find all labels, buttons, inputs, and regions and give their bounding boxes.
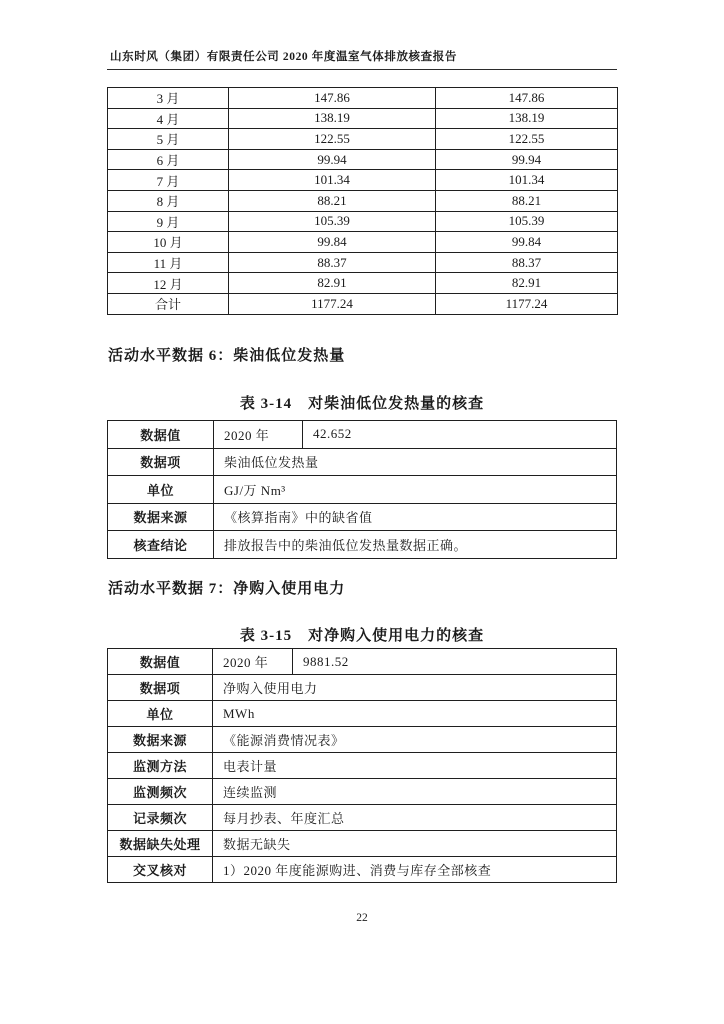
data-value-cell: 42.652 <box>303 421 617 449</box>
table-row <box>108 857 617 883</box>
header-title: 山东时风（集团）有限责任公司 2020 年度温室气体排放核查报告 <box>110 51 457 63</box>
field-value: GJ/万 Nm³ <box>214 476 617 504</box>
table-row <box>108 170 618 191</box>
month-cell: 11 月 <box>108 252 229 273</box>
verified-value-cell: 88.21 <box>436 190 618 211</box>
table-row <box>108 252 618 273</box>
table-row <box>108 831 617 857</box>
table-row <box>108 503 617 531</box>
reported-total-cell: 1177.24 <box>229 293 436 314</box>
page-number: 22 <box>356 912 368 924</box>
reported-value-cell: 99.94 <box>229 149 436 170</box>
table-row <box>108 108 618 129</box>
verified-value-cell: 82.91 <box>436 273 618 294</box>
month-cell: 12 月 <box>108 273 229 294</box>
reported-value-cell: 82.91 <box>229 273 436 294</box>
field-label: 单位 <box>108 476 214 504</box>
field-label: 单位 <box>108 701 213 727</box>
table-row <box>108 805 617 831</box>
field-value: 排放报告中的柴油低位发热量数据正确。 <box>214 531 617 559</box>
table-row <box>108 531 617 559</box>
month-cell: 6 月 <box>108 149 229 170</box>
table-row-total <box>108 293 618 314</box>
month-cell: 8 月 <box>108 190 229 211</box>
table-row <box>108 701 617 727</box>
table-row <box>108 649 617 675</box>
field-label: 数据值 <box>108 649 213 675</box>
table-row <box>108 421 617 449</box>
section-heading-activity-data-7: 活动水平数据 7：净购入使用电力 <box>108 581 346 597</box>
verified-total-cell: 1177.24 <box>436 293 618 314</box>
month-cell: 3 月 <box>108 88 229 109</box>
data-value-cell: 9881.52 <box>293 649 617 675</box>
field-value: 每月抄表、年度汇总 <box>213 805 617 831</box>
reported-value-cell: 122.55 <box>229 129 436 150</box>
field-label: 数据来源 <box>108 503 214 531</box>
year-cell: 2020 年 <box>214 421 303 449</box>
table-row <box>108 779 617 805</box>
verified-value-cell: 122.55 <box>436 129 618 150</box>
field-value: 电表计量 <box>213 753 617 779</box>
reported-value-cell: 147.86 <box>229 88 436 109</box>
reported-value-cell: 88.37 <box>229 252 436 273</box>
total-label-cell: 合计 <box>108 293 229 314</box>
table-row <box>108 88 618 109</box>
month-cell: 4 月 <box>108 108 229 129</box>
table-row <box>108 448 617 476</box>
month-cell: 5 月 <box>108 129 229 150</box>
field-label: 数据来源 <box>108 727 213 753</box>
field-value: 净购入使用电力 <box>213 675 617 701</box>
table-row <box>108 190 618 211</box>
month-cell: 7 月 <box>108 170 229 191</box>
table-row <box>108 273 618 294</box>
field-value: 1）2020 年度能源购进、消费与库存全部核查 <box>213 857 617 883</box>
verification-table-3-14 <box>107 420 617 559</box>
field-value: 柴油低位发热量 <box>214 448 617 476</box>
field-label: 数据项 <box>108 448 214 476</box>
field-label: 数据项 <box>108 675 213 701</box>
field-value: MWh <box>213 701 617 727</box>
field-value: 数据无缺失 <box>213 831 617 857</box>
reported-value-cell: 101.34 <box>229 170 436 191</box>
field-value: 《能源消费情况表》 <box>213 727 617 753</box>
table-caption-3-15: 表 3-15 对净购入使用电力的核查 <box>239 628 485 644</box>
table-row <box>108 476 617 504</box>
table-row <box>108 753 617 779</box>
verified-value-cell: 99.84 <box>436 232 618 253</box>
table-row <box>108 675 617 701</box>
field-value: 连续监测 <box>213 779 617 805</box>
reported-value-cell: 88.21 <box>229 190 436 211</box>
table-row <box>108 129 618 150</box>
month-cell: 10 月 <box>108 232 229 253</box>
verified-value-cell: 99.94 <box>436 149 618 170</box>
field-label: 监测方法 <box>108 753 213 779</box>
verified-value-cell: 147.86 <box>436 88 618 109</box>
year-cell: 2020 年 <box>213 649 293 675</box>
table-row <box>108 211 618 232</box>
monthly-data-table <box>107 87 618 315</box>
reported-value-cell: 105.39 <box>229 211 436 232</box>
field-label: 数据缺失处理 <box>108 831 213 857</box>
section-heading-activity-data-6: 活动水平数据 6：柴油低位发热量 <box>108 348 346 364</box>
verified-value-cell: 101.34 <box>436 170 618 191</box>
verification-table-3-15 <box>107 648 617 883</box>
field-label: 交叉核对 <box>108 857 213 883</box>
page-header <box>107 47 617 70</box>
verified-value-cell: 138.19 <box>436 108 618 129</box>
field-label: 核查结论 <box>108 531 214 559</box>
table-row <box>108 232 618 253</box>
verified-value-cell: 88.37 <box>436 252 618 273</box>
field-value: 《核算指南》中的缺省值 <box>214 503 617 531</box>
table-row <box>108 149 618 170</box>
month-cell: 9 月 <box>108 211 229 232</box>
table-caption-3-14: 表 3-14 对柴油低位发热量的核查 <box>239 396 485 412</box>
field-label: 数据值 <box>108 421 214 449</box>
field-label: 记录频次 <box>108 805 213 831</box>
reported-value-cell: 99.84 <box>229 232 436 253</box>
table-row <box>108 727 617 753</box>
reported-value-cell: 138.19 <box>229 108 436 129</box>
verified-value-cell: 105.39 <box>436 211 618 232</box>
field-label: 监测频次 <box>108 779 213 805</box>
